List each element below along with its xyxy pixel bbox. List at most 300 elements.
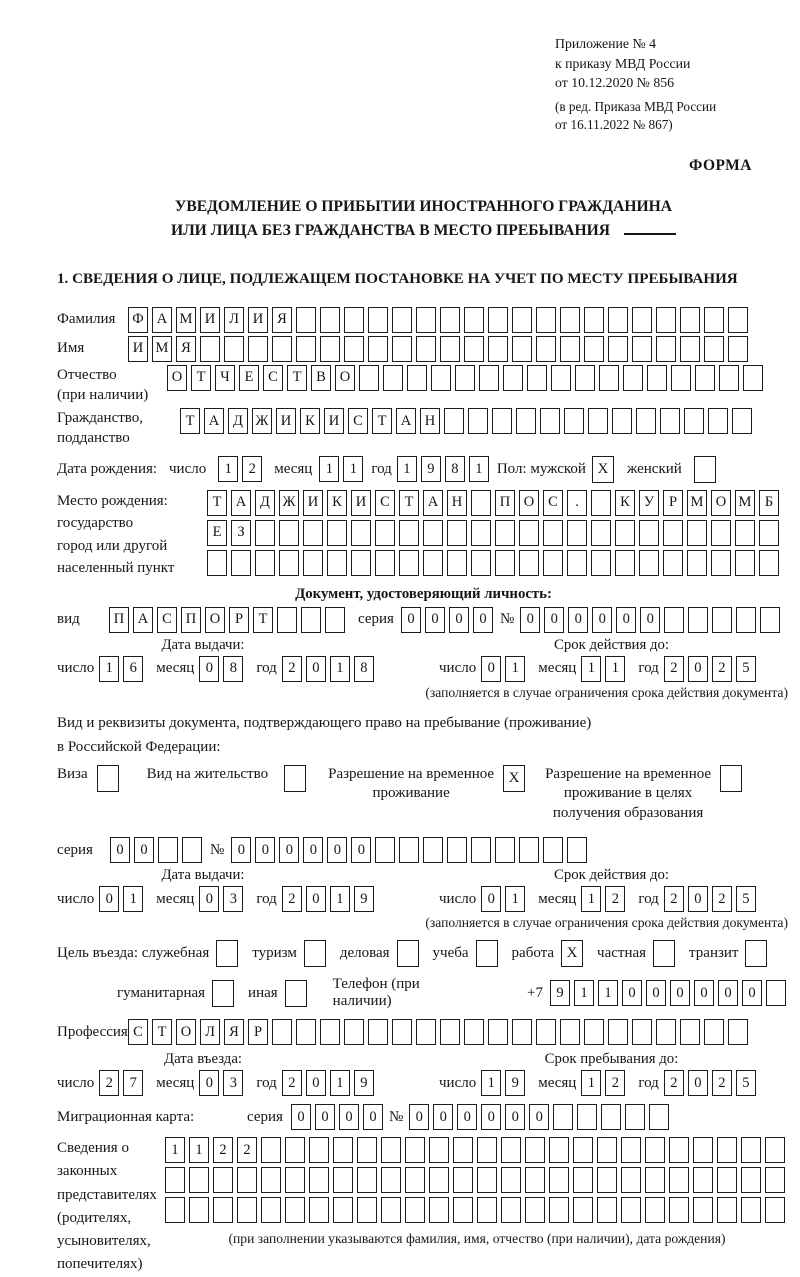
char-box[interactable] [405,1167,425,1193]
char-box[interactable]: 1 [581,656,601,682]
char-box[interactable] [182,837,202,863]
char-box[interactable]: 0 [694,980,714,1006]
char-box[interactable] [512,336,532,362]
char-box[interactable]: 0 [640,607,660,633]
char-box[interactable] [351,520,371,546]
char-box[interactable] [231,550,251,576]
char-box[interactable] [536,307,556,333]
char-box[interactable] [639,520,659,546]
char-box[interactable] [423,837,443,863]
char-box[interactable] [357,1197,377,1223]
char-box[interactable]: Д [255,490,275,516]
char-box[interactable] [708,408,728,434]
char-box[interactable] [468,408,488,434]
char-box[interactable] [255,520,275,546]
char-box[interactable]: 9 [354,1070,374,1096]
char-box[interactable]: 1 [505,886,525,912]
char-box[interactable] [158,837,178,863]
char-box[interactable] [512,307,532,333]
char-box[interactable] [680,336,700,362]
char-box[interactable]: Ф [128,307,148,333]
char-box[interactable] [303,550,323,576]
char-box[interactable] [333,1197,353,1223]
char-box[interactable] [741,1167,761,1193]
char-box[interactable] [688,607,708,633]
temp-residence-checkbox[interactable]: X [503,765,525,792]
char-box[interactable] [599,365,619,391]
char-box[interactable]: 0 [306,656,326,682]
char-box[interactable] [285,1197,305,1223]
char-box[interactable] [296,1019,316,1045]
char-box[interactable]: 0 [473,607,493,633]
char-box[interactable] [671,365,691,391]
char-box[interactable] [453,1197,473,1223]
char-box[interactable]: 2 [282,1070,302,1096]
char-box[interactable]: Н [420,408,440,434]
char-box[interactable] [608,1019,628,1045]
char-box[interactable] [296,307,316,333]
char-box[interactable]: 2 [282,886,302,912]
char-box[interactable] [501,1197,521,1223]
purpose-official-checkbox[interactable] [216,940,238,967]
char-box[interactable]: 0 [457,1104,477,1130]
char-box[interactable] [636,408,656,434]
char-box[interactable] [320,336,340,362]
char-box[interactable] [501,1167,521,1193]
char-box[interactable] [495,550,515,576]
char-box[interactable] [165,1197,185,1223]
char-box[interactable] [165,1167,185,1193]
char-box[interactable] [320,1019,340,1045]
char-box[interactable] [444,408,464,434]
char-box[interactable] [656,1019,676,1045]
sex-male-checkbox[interactable]: X [592,456,614,483]
char-box[interactable] [237,1167,257,1193]
char-box[interactable] [663,550,683,576]
char-box[interactable] [405,1137,425,1163]
char-box[interactable]: 0 [688,656,708,682]
char-box[interactable]: 1 [165,1137,185,1163]
char-box[interactable]: Б [759,490,779,516]
char-box[interactable] [615,550,635,576]
char-box[interactable] [608,336,628,362]
char-box[interactable]: 2 [605,1070,625,1096]
char-box[interactable]: П [181,607,201,633]
char-box[interactable] [656,336,676,362]
char-box[interactable] [584,336,604,362]
char-box[interactable] [645,1137,665,1163]
char-box[interactable] [279,520,299,546]
char-box[interactable] [213,1167,233,1193]
char-box[interactable] [464,336,484,362]
char-box[interactable] [261,1167,281,1193]
char-box[interactable] [645,1167,665,1193]
purpose-study-checkbox[interactable] [476,940,498,967]
char-box[interactable]: 0 [688,886,708,912]
char-box[interactable] [732,408,752,434]
char-box[interactable]: О [519,490,539,516]
char-box[interactable]: 0 [363,1104,383,1130]
char-box[interactable] [743,365,763,391]
char-box[interactable] [272,336,292,362]
char-box[interactable]: 0 [670,980,690,1006]
char-box[interactable] [392,336,412,362]
char-box[interactable] [549,1137,569,1163]
char-box[interactable]: 0 [231,837,251,863]
char-box[interactable]: 1 [397,456,417,482]
char-box[interactable] [320,307,340,333]
char-box[interactable]: 0 [401,607,421,633]
char-box[interactable] [680,1019,700,1045]
char-box[interactable]: 0 [433,1104,453,1130]
char-box[interactable] [477,1137,497,1163]
char-box[interactable] [669,1167,689,1193]
char-box[interactable]: 1 [330,1070,350,1096]
char-box[interactable]: 1 [481,1070,501,1096]
char-box[interactable]: 0 [718,980,738,1006]
char-box[interactable] [368,1019,388,1045]
char-box[interactable] [540,408,560,434]
char-box[interactable]: К [615,490,635,516]
char-box[interactable] [248,336,268,362]
char-box[interactable] [272,1019,292,1045]
char-box[interactable] [327,520,347,546]
char-box[interactable] [492,408,512,434]
char-box[interactable]: 1 [330,656,350,682]
char-box[interactable] [333,1167,353,1193]
char-box[interactable] [736,607,756,633]
char-box[interactable]: 0 [425,607,445,633]
char-box[interactable]: 2 [242,456,262,482]
char-box[interactable]: Н [447,490,467,516]
char-box[interactable]: А [231,490,251,516]
char-box[interactable] [407,365,427,391]
char-box[interactable]: 2 [237,1137,257,1163]
char-box[interactable] [573,1197,593,1223]
char-box[interactable] [687,550,707,576]
char-box[interactable] [471,490,491,516]
char-box[interactable] [588,408,608,434]
char-box[interactable]: Д [228,408,248,434]
char-box[interactable]: 0 [279,837,299,863]
char-box[interactable]: Л [200,1019,220,1045]
char-box[interactable] [608,307,628,333]
char-box[interactable]: 1 [605,656,625,682]
char-box[interactable]: И [303,490,323,516]
char-box[interactable] [632,336,652,362]
char-box[interactable] [621,1197,641,1223]
char-box[interactable] [368,307,388,333]
char-box[interactable] [525,1137,545,1163]
char-box[interactable] [512,1019,532,1045]
char-box[interactable]: А [152,307,172,333]
char-box[interactable]: Т [152,1019,172,1045]
char-box[interactable] [663,520,683,546]
char-box[interactable]: 1 [123,886,143,912]
char-box[interactable] [213,1197,233,1223]
char-box[interactable]: А [396,408,416,434]
char-box[interactable]: 0 [529,1104,549,1130]
char-box[interactable] [381,1137,401,1163]
char-box[interactable] [728,307,748,333]
char-box[interactable] [549,1167,569,1193]
char-box[interactable]: К [327,490,347,516]
char-box[interactable]: Л [224,307,244,333]
char-box[interactable] [477,1197,497,1223]
char-box[interactable] [357,1137,377,1163]
char-box[interactable]: А [423,490,443,516]
char-box[interactable]: Е [207,520,227,546]
char-box[interactable]: . [567,490,587,516]
purpose-humanitarian-checkbox[interactable] [212,980,234,1007]
char-box[interactable] [765,1167,785,1193]
char-box[interactable] [704,1019,724,1045]
char-box[interactable] [519,837,539,863]
char-box[interactable]: М [176,307,196,333]
char-box[interactable]: 0 [688,1070,708,1096]
char-box[interactable] [357,1167,377,1193]
char-box[interactable] [455,365,475,391]
char-box[interactable]: 0 [99,886,119,912]
char-box[interactable]: 2 [99,1070,119,1096]
char-box[interactable] [543,837,563,863]
char-box[interactable]: Ч [215,365,235,391]
char-box[interactable]: 1 [99,656,119,682]
char-box[interactable]: Я [176,336,196,362]
char-box[interactable] [277,607,297,633]
char-box[interactable]: 0 [449,607,469,633]
char-box[interactable]: 1 [469,456,489,482]
char-box[interactable]: 9 [421,456,441,482]
char-box[interactable] [759,520,779,546]
char-box[interactable] [471,520,491,546]
char-box[interactable] [577,1104,597,1130]
char-box[interactable]: 2 [712,1070,732,1096]
char-box[interactable]: П [495,490,515,516]
char-box[interactable] [495,837,515,863]
char-box[interactable]: Е [239,365,259,391]
char-box[interactable] [623,365,643,391]
char-box[interactable]: З [231,520,251,546]
char-box[interactable] [669,1137,689,1163]
char-box[interactable]: В [311,365,331,391]
char-box[interactable] [639,550,659,576]
char-box[interactable]: 0 [742,980,762,1006]
char-box[interactable]: 0 [409,1104,429,1130]
char-box[interactable] [735,550,755,576]
char-box[interactable] [447,550,467,576]
char-box[interactable]: 1 [574,980,594,1006]
char-box[interactable]: М [152,336,172,362]
char-box[interactable]: 2 [664,1070,684,1096]
char-box[interactable]: 0 [339,1104,359,1130]
char-box[interactable] [567,520,587,546]
char-box[interactable]: О [176,1019,196,1045]
char-box[interactable] [591,490,611,516]
char-box[interactable]: И [324,408,344,434]
char-box[interactable] [399,520,419,546]
char-box[interactable] [647,365,667,391]
char-box[interactable] [560,1019,580,1045]
char-box[interactable] [309,1167,329,1193]
char-box[interactable] [591,550,611,576]
char-box[interactable] [567,837,587,863]
char-box[interactable] [704,307,724,333]
char-box[interactable] [527,365,547,391]
char-box[interactable] [625,1104,645,1130]
char-box[interactable]: И [248,307,268,333]
char-box[interactable]: 2 [664,886,684,912]
char-box[interactable]: 0 [622,980,642,1006]
char-box[interactable] [543,520,563,546]
char-box[interactable]: У [639,490,659,516]
char-box[interactable] [711,550,731,576]
purpose-transit-checkbox[interactable] [745,940,767,967]
char-box[interactable] [453,1167,473,1193]
char-box[interactable] [416,307,436,333]
char-box[interactable]: Ж [279,490,299,516]
char-box[interactable]: И [351,490,371,516]
char-box[interactable]: 9 [505,1070,525,1096]
char-box[interactable]: Т [287,365,307,391]
char-box[interactable] [525,1167,545,1193]
char-box[interactable] [375,520,395,546]
char-box[interactable] [471,837,491,863]
char-box[interactable] [687,520,707,546]
char-box[interactable]: С [157,607,177,633]
char-box[interactable]: С [375,490,395,516]
char-box[interactable]: И [200,307,220,333]
char-box[interactable]: О [167,365,187,391]
char-box[interactable]: 0 [199,656,219,682]
char-box[interactable] [503,365,523,391]
char-box[interactable]: 8 [354,656,374,682]
char-box[interactable] [741,1137,761,1163]
char-box[interactable] [584,1019,604,1045]
char-box[interactable] [189,1197,209,1223]
char-box[interactable]: 0 [568,607,588,633]
char-box[interactable]: Я [224,1019,244,1045]
char-box[interactable] [759,550,779,576]
char-box[interactable]: 0 [616,607,636,633]
purpose-private-checkbox[interactable] [653,940,675,967]
char-box[interactable] [471,550,491,576]
char-box[interactable] [680,307,700,333]
char-box[interactable] [575,365,595,391]
char-box[interactable] [645,1197,665,1223]
char-box[interactable] [765,1137,785,1163]
char-box[interactable]: 0 [110,837,130,863]
char-box[interactable] [309,1197,329,1223]
char-box[interactable]: Ж [252,408,272,434]
char-box[interactable]: 1 [330,886,350,912]
char-box[interactable] [464,1019,484,1045]
char-box[interactable] [285,1167,305,1193]
char-box[interactable] [704,336,724,362]
char-box[interactable]: О [711,490,731,516]
char-box[interactable]: 1 [581,1070,601,1096]
char-box[interactable] [255,550,275,576]
char-box[interactable]: 8 [223,656,243,682]
char-box[interactable] [392,307,412,333]
char-box[interactable] [488,307,508,333]
char-box[interactable]: 7 [123,1070,143,1096]
char-box[interactable]: А [204,408,224,434]
char-box[interactable]: 0 [315,1104,335,1130]
char-box[interactable] [597,1137,617,1163]
char-box[interactable] [684,408,704,434]
char-box[interactable] [501,1137,521,1163]
char-box[interactable] [368,336,388,362]
char-box[interactable] [621,1167,641,1193]
char-box[interactable]: 3 [223,886,243,912]
char-box[interactable]: 2 [712,656,732,682]
char-box[interactable]: 0 [592,607,612,633]
char-box[interactable] [543,550,563,576]
char-box[interactable] [333,1137,353,1163]
char-box[interactable]: Т [207,490,227,516]
char-box[interactable] [453,1137,473,1163]
char-box[interactable] [381,1197,401,1223]
char-box[interactable]: 2 [282,656,302,682]
char-box[interactable] [717,1197,737,1223]
char-box[interactable]: 0 [327,837,347,863]
char-box[interactable] [296,336,316,362]
char-box[interactable] [728,1019,748,1045]
char-box[interactable] [359,365,379,391]
char-box[interactable]: 5 [736,1070,756,1096]
char-box[interactable] [601,1104,621,1130]
visa-checkbox[interactable] [97,765,119,792]
char-box[interactable] [383,365,403,391]
char-box[interactable] [560,307,580,333]
char-box[interactable] [464,307,484,333]
char-box[interactable] [325,607,345,633]
char-box[interactable]: 0 [291,1104,311,1130]
char-box[interactable] [189,1167,209,1193]
char-box[interactable]: 0 [199,1070,219,1096]
char-box[interactable] [423,550,443,576]
char-box[interactable]: 9 [354,886,374,912]
char-box[interactable]: 0 [303,837,323,863]
char-box[interactable] [717,1167,737,1193]
char-box[interactable] [261,1137,281,1163]
char-box[interactable]: С [348,408,368,434]
char-box[interactable]: 0 [481,886,501,912]
char-box[interactable]: 0 [505,1104,525,1130]
char-box[interactable] [660,408,680,434]
char-box[interactable] [375,550,395,576]
char-box[interactable]: Р [663,490,683,516]
char-box[interactable]: Т [372,408,392,434]
char-box[interactable]: 8 [445,456,465,482]
char-box[interactable] [649,1104,669,1130]
char-box[interactable]: Т [191,365,211,391]
char-box[interactable] [615,520,635,546]
char-box[interactable] [728,336,748,362]
char-box[interactable]: С [543,490,563,516]
char-box[interactable]: 1 [581,886,601,912]
char-box[interactable]: М [735,490,755,516]
char-box[interactable]: К [300,408,320,434]
char-box[interactable]: Т [253,607,273,633]
char-box[interactable] [564,408,584,434]
char-box[interactable] [327,550,347,576]
char-box[interactable]: 0 [306,886,326,912]
char-box[interactable] [711,520,731,546]
char-box[interactable] [224,336,244,362]
char-box[interactable]: И [276,408,296,434]
